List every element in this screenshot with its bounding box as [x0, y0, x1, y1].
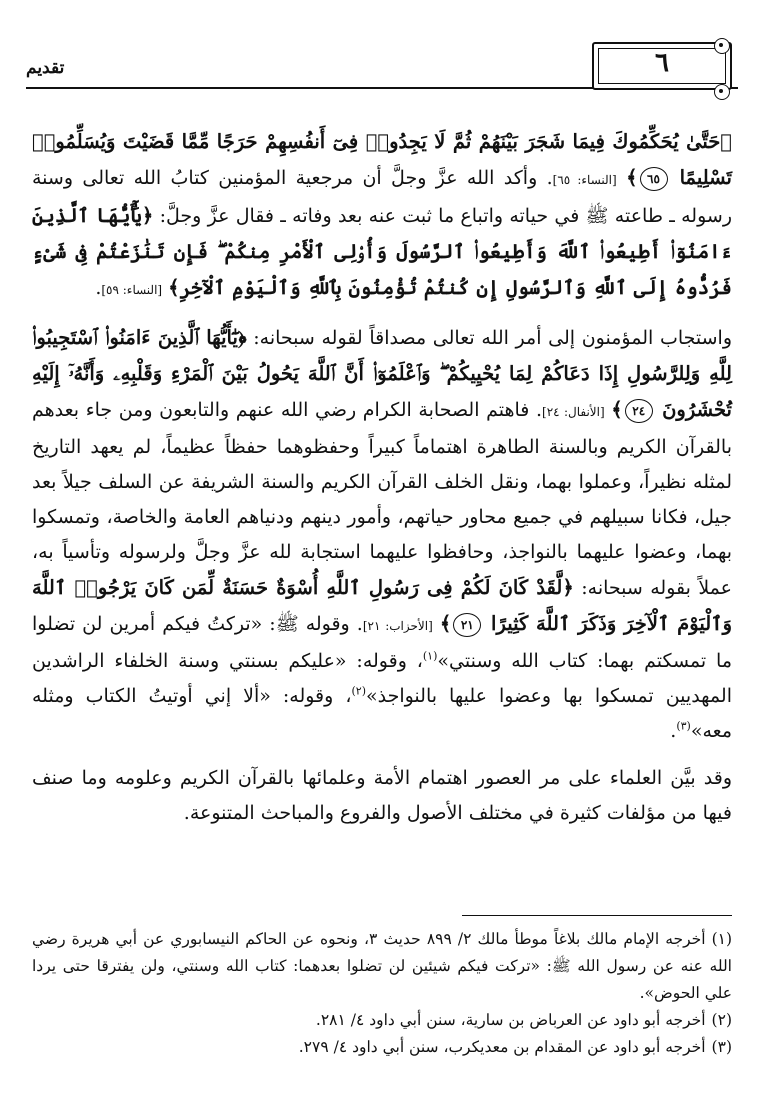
footnote-number: (١): [711, 930, 733, 948]
paragraph-1: [32, 124, 732, 308]
footnote-number: (٣): [711, 1038, 732, 1056]
footnote: [32, 1007, 732, 1034]
footnote-reference[interactable]: (١): [422, 649, 438, 663]
footnote-separator: [462, 915, 732, 916]
header-rule: [26, 87, 588, 89]
running-header: [26, 40, 738, 96]
quran-verse: ﴿يَٰٓأَيُّهَا ٱلَّذِينَ ءَامَنُوٓا۟ أَطِيعُوا۟ ٱللَّهَ وَأَطِيعُوا۟ ٱلرَّسُولَ وَأُو۟لِى ٱلْأَمْرِ مِنكُمْ ۖ فَإِن تَنَٰزَعْتُمْ فِى شَىْءٍ فَرُدُّوهُ إِلَى ٱللَّهِ وَٱلرَّسُولِ إِن كُنتُمْ تُؤْمِنُونَ بِٱللَّهِ وَٱلْيَوْمِ ٱلْآخِرِ﴾: [32, 204, 732, 299]
footnote-reference[interactable]: (٢): [351, 684, 366, 698]
footnote: [32, 1034, 732, 1061]
verse-text: يَٰٓأَيُّهَا ٱلَّذِينَ ءَامَنُوٓا۟ أَطِيعُوا۟ ٱللَّهَ وَأَطِيعُوا۟ ٱلرَّسُولَ وَأُو۟لِى ٱلْأَمْرِ مِنكُمْ ۖ فَإِن تَنَٰزَعْتُمْ فِى شَىْءٍ فَرُدُّوهُ إِلَى ٱللَّهِ وَٱلرَّسُولِ إِن كُنتُمْ تُؤْمِنُونَ بِٱللَّهِ وَٱلْيَوْمِ ٱلْآخِرِ: [32, 204, 732, 299]
paragraph-text: . وأكد الله عزَّ وجلَّ أن مرجعية المؤمنين كتابُ الله تعالى وسنة رسوله ـ طاعته ﷺ في حياته واتباع ما ثبت عنه بعد وفاته ـ فقال عزَّ وجلَّ:: [32, 167, 732, 227]
footnote: [32, 926, 732, 1007]
verse-number-marker: ٢٤: [625, 399, 653, 423]
main-text: [32, 124, 732, 831]
verse-number-marker: ٦٥: [640, 167, 668, 191]
verse-text: حَتَّىٰ يُحَكِّمُوكَ فِيمَا شَجَرَ بَيْنَهُمْ ثُمَّ لَا يَجِدُوا۟ فِىٓ أَنفُسِهِمْ حَرَجًا مِّمَّا قَضَيْتَ وَيُسَلِّمُوا۟ تَسْلِيمًا: [32, 130, 732, 189]
footnote-number: (٢): [711, 1011, 732, 1029]
page-number-frame: [592, 42, 732, 90]
verse-text: لَّقَدْ كَانَ لَكُمْ فِى رَسُولِ ٱللَّهِ أُسْوَةٌ حَسَنَةٌ لِّمَن كَانَ يَرْجُوا۟ ٱللَّهَ وَٱلْيَوْمَ ٱلْآخِرَ وَذَكَرَ ٱللَّهَ كَثِيرًا: [32, 576, 732, 635]
paragraph-text: ، وقوله: «ألا إني أوتيتُ الكتاب ومثله معه»: [32, 685, 732, 742]
footnote-reference[interactable]: (٣): [676, 719, 691, 733]
paragraph-2: [32, 320, 732, 749]
quran-verse: ﴿لَّقَدْ كَانَ لَكُمْ فِى رَسُولِ ٱللَّهِ أُسْوَةٌ حَسَنَةٌ لِّمَن كَانَ يَرْجُوا۟ ٱللَّهَ وَٱلْيَوْمَ ٱلْآخِرَ وَذَكَرَ ٱللَّهَ كَثِيرًا ٢١﴾: [32, 576, 732, 635]
verse-reference: [الأنفال: ٢٤]: [542, 405, 605, 419]
verse-number-marker: ٢١: [453, 613, 481, 637]
punctuation: .: [670, 720, 677, 742]
paragraph-3: وقد بيَّن العلماء على مر العصور اهتمام الأمة وعلمائها بالقرآن الكريم وعلومه وما صنف فيها من مؤلفات كثيرة في مختلف الأصول والفروع والمباحث المتنوعة.: [32, 767, 732, 824]
paragraph-text: واستجاب المؤمنون إلى أمر الله تعالى مصداقاً لقوله سبحانه:: [253, 327, 732, 349]
verse-text: يَٰٓأَيُّهَا ٱلَّذِينَ ءَامَنُوا۟ ٱسْتَجِيبُوا۟ لِلَّهِ وَلِلرَّسُولِ إِذَا دَعَاكُمْ لِمَا يُحْيِيكُمْ ۖ وَٱعْلَمُوٓا۟ أَنَّ ٱللَّهَ يَحُولُ بَيْنَ ٱلْمَرْءِ وَقَلْبِهِۦ وَأَنَّهُۥٓ إِلَيْهِ تُحْشَرُونَ: [32, 326, 732, 421]
paragraph-text: . وقوله ﷺ: «تركتُ فيكم أمرين لن تضلوا ما تمسكتم بهما: كتاب الله وسنتي»: [32, 613, 733, 672]
paragraph-text: . فاهتم الصحابة الكرام رضي الله عنهم والتابعون ومن جاء بعدهم بالقرآن الكريم وبالسنة الطاهرة اهتماماً كبيراً وحفظوهما حفظاً عظيماً، لم يعهد التاريخ لمثله نظيراً، وعملوا بهما، ونقل الخلف القرآن الكريم والسنة الشريفة عن السلف جيلاً بعد جيل، فكانا سبيلهم في جميع محاور حياتهم، وأمور دينهم ودنياهم العامة والخاصة، وتمسكوا بهما، وعضوا عليهما بالنواجذ، وحافظوا عليهما استجابة لله عزَّ وجلَّ ولرسوله وتأسياً به، عملاً بقوله سبحانه:: [32, 399, 732, 599]
ornament-icon: [714, 84, 730, 100]
paragraph-text: ، وقوله: «عليكم بسنتي وسنة الخلفاء الراشدين المهديين تمسكوا بها وعضوا عليها بالنواجذ»: [32, 650, 732, 707]
verse-reference: [الأحزاب: ٢١]: [362, 619, 433, 633]
footnote-text: أخرجه أبو داود عن العرباض بن سارية، سنن أبي داود ٤/ ٢٨١.: [315, 1011, 706, 1029]
quran-verse: ﴿حَتَّىٰ يُحَكِّمُوكَ فِيمَا شَجَرَ بَيْنَهُمْ ثُمَّ لَا يَجِدُوا۟ فِىٓ أَنفُسِهِمْ حَرَجًا مِّمَّا قَضَيْتَ وَيُسَلِّمُوا۟ تَسْلِيمًا ٦٥﴾: [32, 130, 732, 189]
verse-reference: [النساء: ٦٥]: [552, 173, 617, 187]
ornament-icon: [714, 38, 730, 54]
verse-reference: [النساء: ٥٩]: [101, 283, 163, 297]
footnote-text: أخرجه الإمام مالك بلاغاً موطأ مالك ٢/ ٨٩٩ حديث ٣، ونحوه عن الحاكم النيسابوري عن أبي هريرة رضي الله عنه عن رسول الله ﷺ: «تركت فيكم شيئين لن تضلوا بعدهما: كتاب الله وسنتي، ولن يفترقا حتى يردا علي الحوض».: [32, 930, 732, 1002]
section-title: تقديم: [26, 58, 65, 78]
footnotes: [32, 926, 732, 1061]
footnote-text: أخرجه أبو داود عن المقدام بن معديكرب، سنن أبي داود ٤/ ٢٧٩.: [298, 1038, 706, 1056]
punctuation: .: [95, 277, 102, 299]
page-number: ٦: [655, 48, 669, 78]
quran-verse: ﴿يَٰٓأَيُّهَا ٱلَّذِينَ ءَامَنُوا۟ ٱسْتَجِيبُوا۟ لِلَّهِ وَلِلرَّسُولِ إِذَا دَعَاكُمْ لِمَا يُحْيِيكُمْ ۖ وَٱعْلَمُوٓا۟ أَنَّ ٱللَّهَ يَحُولُ بَيْنَ ٱلْمَرْءِ وَقَلْبِهِۦ وَأَنَّهُۥٓ إِلَيْهِ تُحْشَرُونَ ٢٤﴾: [32, 326, 732, 421]
